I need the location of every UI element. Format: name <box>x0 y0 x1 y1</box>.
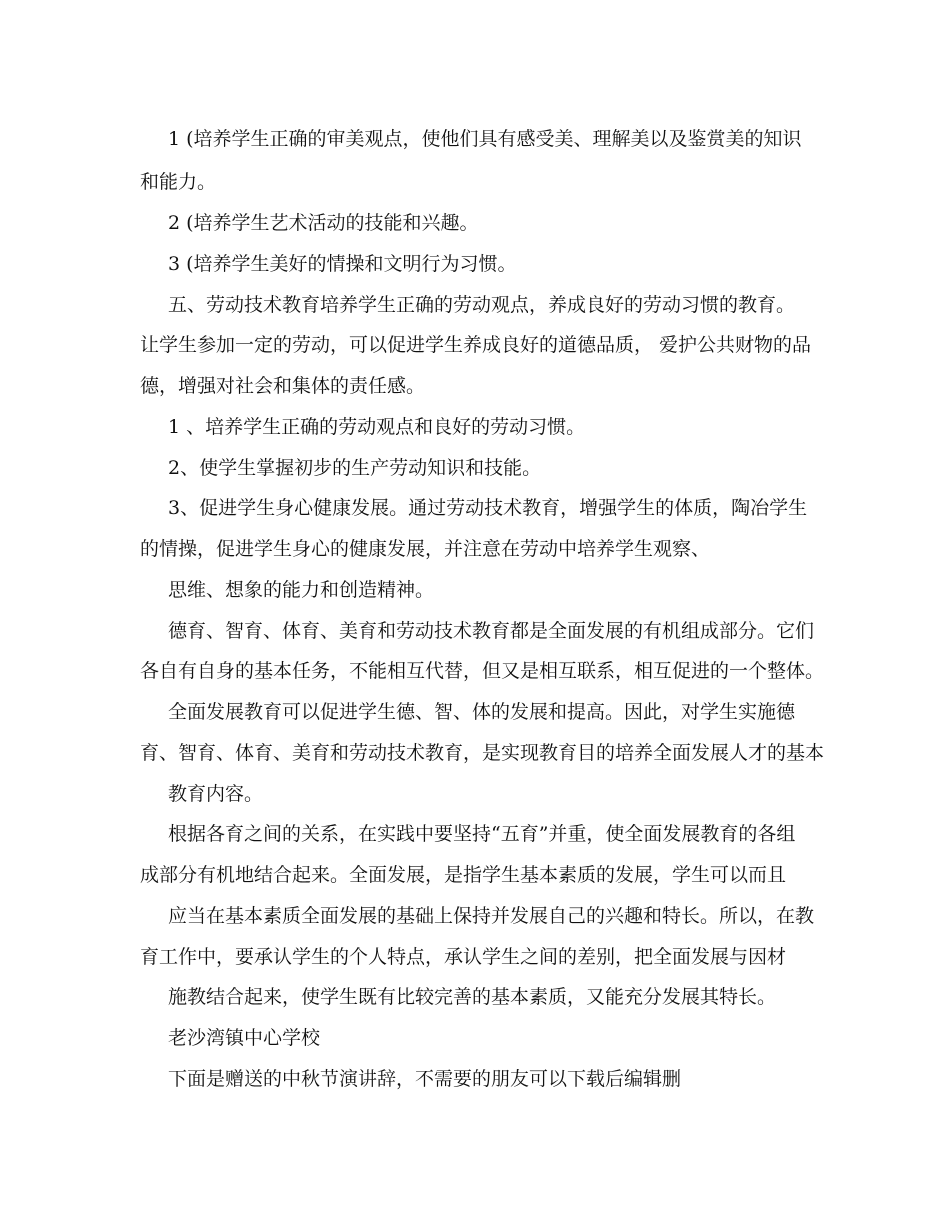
text-line: 下面是赠送的中秋节演讲辞，不需要的朋友可以下载后编辑删 <box>168 1068 682 1090</box>
text-line: 1 (培养学生正确的审美观点，使他们具有感受美、理解美以及鉴赏美的知识 <box>168 128 802 150</box>
text-line: 德，增强对社会和集体的责任感。 <box>140 375 426 397</box>
text-line: 成部分有机地结合起来。全面发展，是指学生基本素质的发展，学生可以而且 <box>140 864 787 886</box>
text-line: 根据各育之间的关系，在实践中要坚持“五育”并重，使全面发展教育的各组 <box>168 823 796 845</box>
text-line: 让学生参加一定的劳动，可以促进学生养成良好的道德品质， 爱护公共财物的品 <box>140 334 812 356</box>
text-line: 全面发展教育可以促进学生德、智、体的发展和提高。因此，对学生实施德 <box>168 701 796 723</box>
text-line: 的情操，促进学生身心的健康发展，并注意在劳动中培养学生观察、 <box>140 538 711 560</box>
text-line: 应当在基本素质全面发展的基础上保持并发展自己的兴趣和特长。所以，在教 <box>168 905 815 927</box>
text-line: 各自有自身的基本任务，不能相互代替，但又是相互联系，相互促进的一个整体。 <box>140 660 825 682</box>
text-line: 和能力。 <box>140 171 217 193</box>
text-line: 施教结合起来，使学生既有比较完善的基本素质，又能充分发展其特长。 <box>168 986 777 1008</box>
text-line: 教育内容。 <box>168 783 264 805</box>
text-line: 育、智育、体育、美育和劳动技术教育，是实现教育目的培养全面发展人才的基本 <box>140 742 825 764</box>
text-line: 3 (培养学生美好的情操和文明行为习惯。 <box>168 253 517 275</box>
text-line: 育工作中，要承认学生的个人特点，承认学生之间的差别，把全面发展与因材 <box>140 946 787 968</box>
text-line: 老沙湾镇中心学校 <box>168 1027 321 1049</box>
text-line: 1 、培养学生正确的劳动观点和良好的劳动习惯。 <box>168 416 586 438</box>
text-line: 德育、智育、体育、美育和劳动技术教育都是全面发展的有机组成部分。它们 <box>168 620 815 642</box>
text-line: 3、促进学生身心健康发展。通过劳动技术教育，增强学生的体质，陶冶学生 <box>168 497 808 519</box>
text-line: 五、劳动技术教育培养学生正确的劳动观点，养成良好的劳动习惯的教育。 <box>168 294 796 316</box>
text-line: 2 (培养学生艺术活动的技能和兴趣。 <box>168 212 479 234</box>
text-line: 2、使学生掌握初步的生产劳动知识和技能。 <box>168 457 542 479</box>
text-line: 思维、想象的能力和创造精神。 <box>168 579 435 601</box>
